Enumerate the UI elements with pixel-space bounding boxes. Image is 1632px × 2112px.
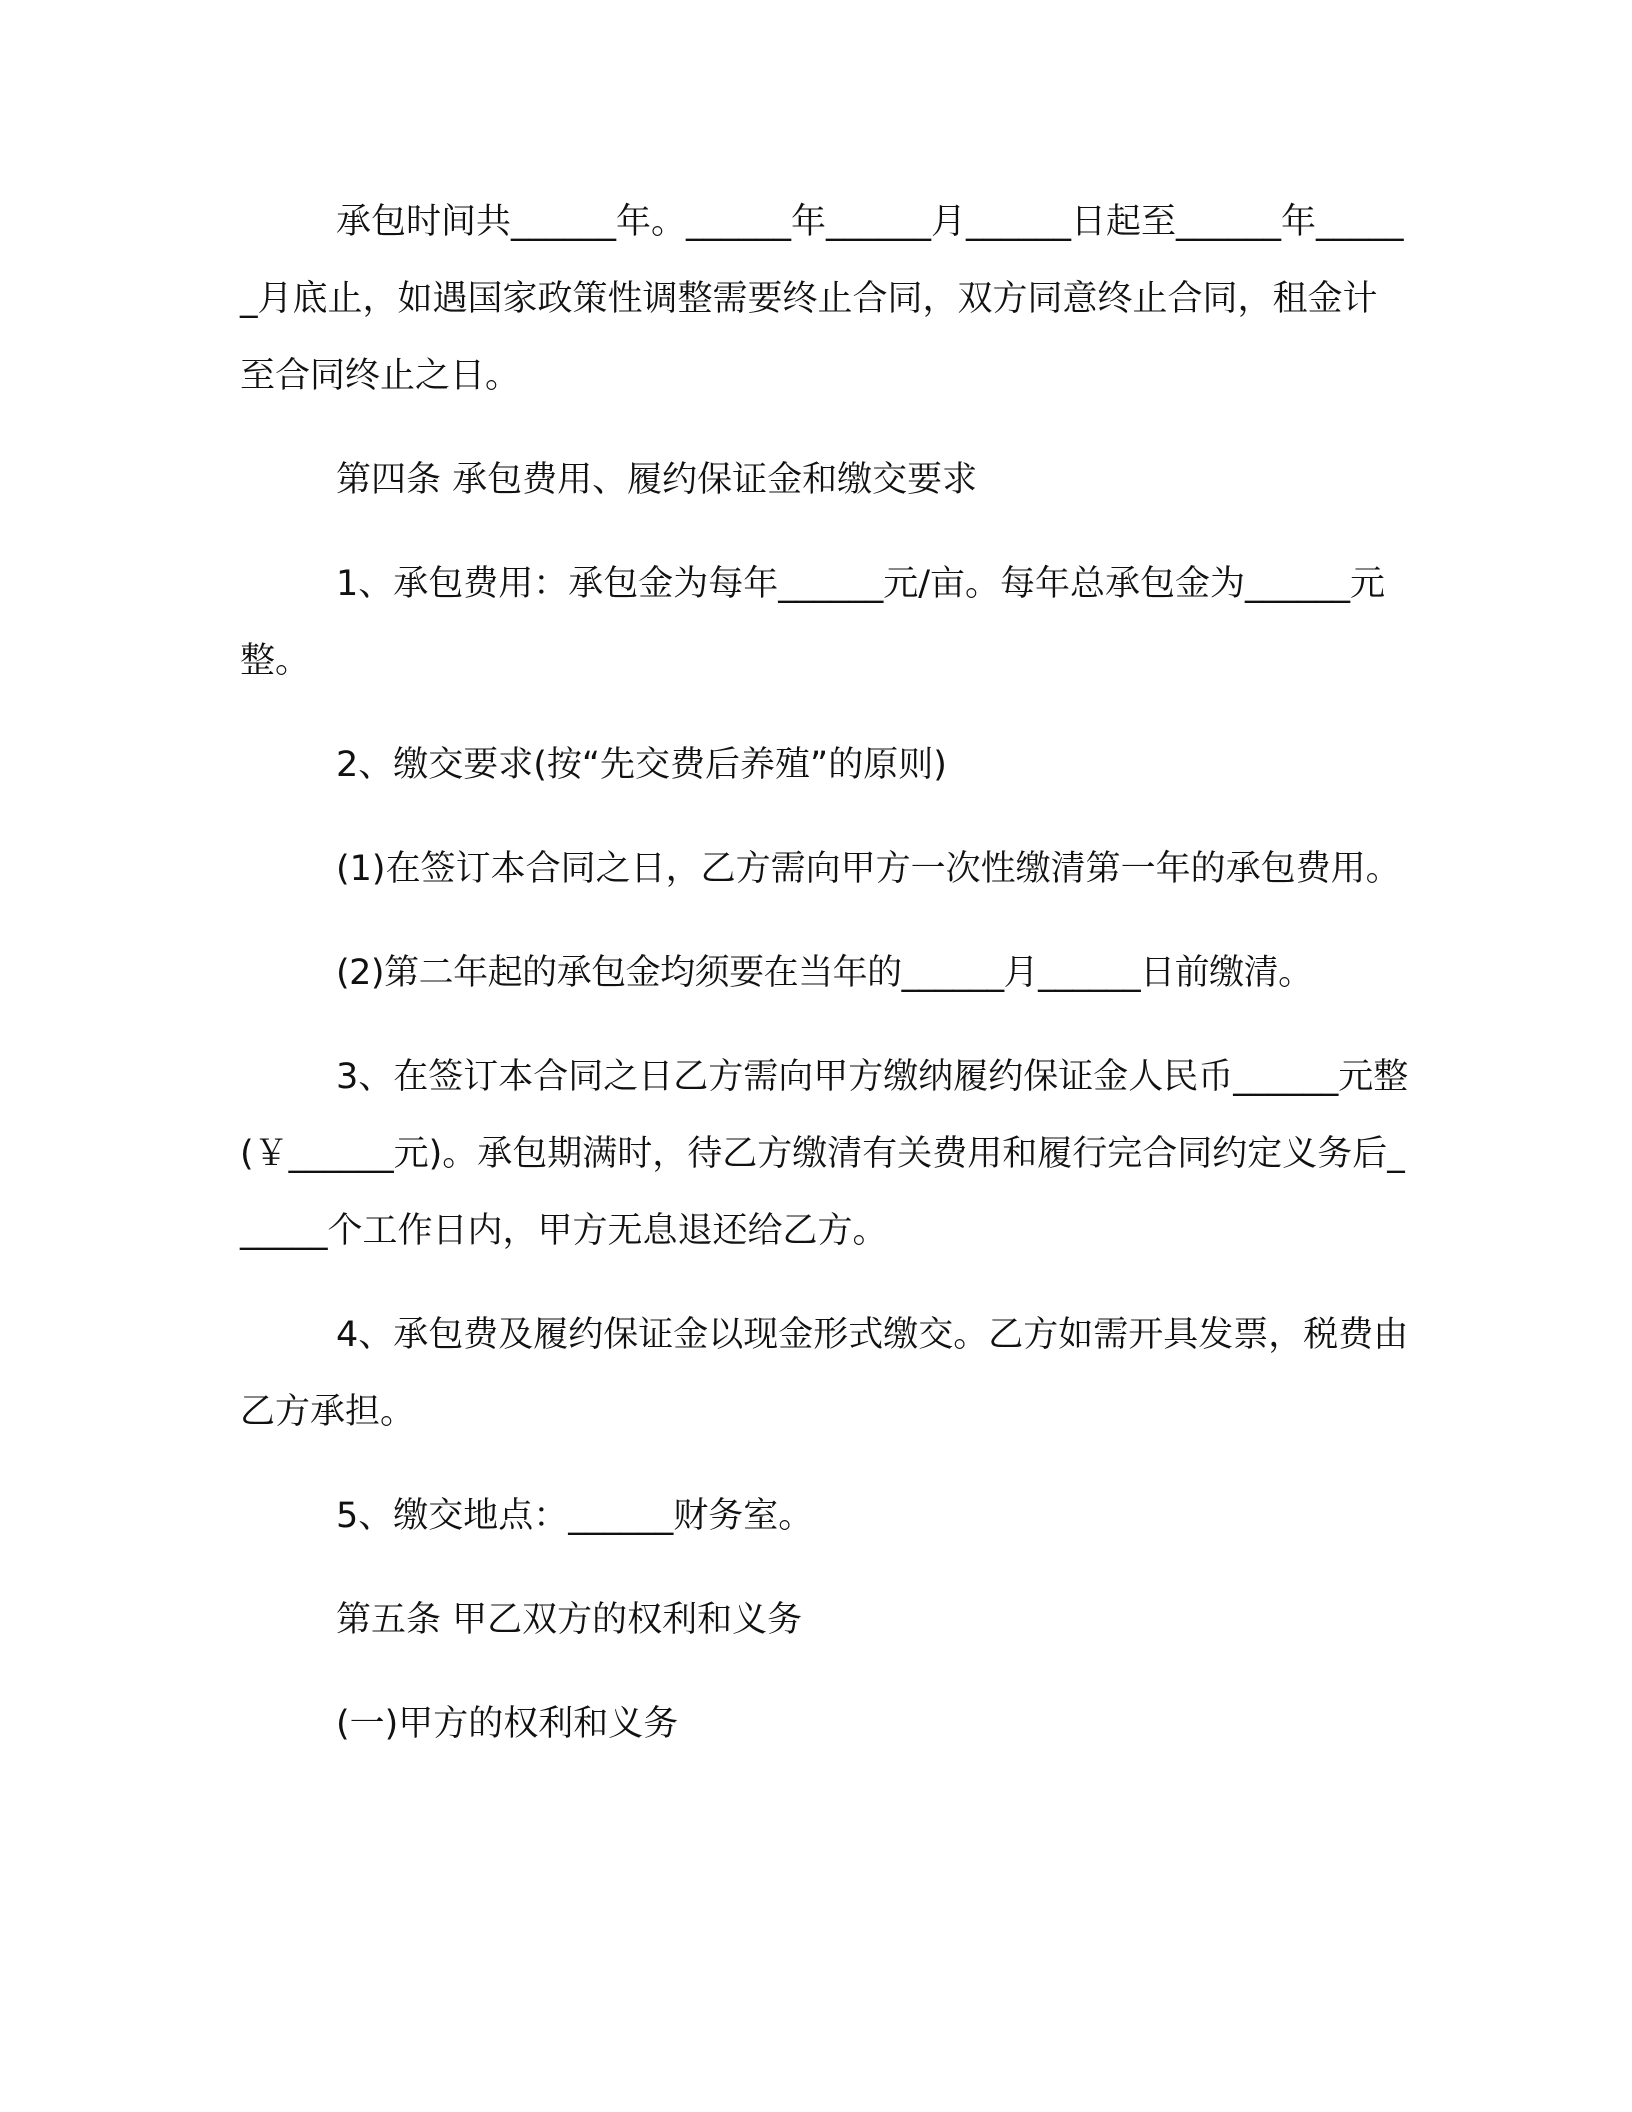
paragraph-performance-deposit: 3、在签订本合同之日乙方需向甲方缴纳履约保证金人民币______元整(￥______元)。承包期满时，待乙方缴清有关费用和履行完合同约定义务后______个工作日内，甲方无息退还给乙方。 (240, 1057, 1409, 1251)
document-body (240, 184, 1410, 1790)
paragraph-contract-term: 承包时间共______年。______年______月______日起至______年______月底止，如遇国家政策性调整需要终止合同，双方同意终止合同，租金计至合同终止之日。 (240, 202, 1404, 396)
paragraph-first-year-payment: (1)在签订本合同之日，乙方需向甲方一次性缴清第一年的承包费用。 (336, 849, 1401, 889)
heading-article-5: 第五条 甲乙双方的权利和义务 (336, 1600, 803, 1640)
heading-party-a-rights: (一)甲方的权利和义务 (336, 1704, 679, 1744)
paragraph-payment-requirements: 2、缴交要求(按“先交费后养殖”的原则) (336, 745, 947, 785)
paragraph-cash-payment: 4、承包费及履约保证金以现金形式缴交。乙方如需开具发票，税费由乙方承担。 (240, 1315, 1409, 1432)
heading-article-4: 第四条 承包费用、履约保证金和缴交要求 (336, 460, 978, 500)
paragraph-payment-location: 5、缴交地点：______财务室。 (336, 1496, 814, 1536)
paragraph-second-year-payment: (2)第二年起的承包金均须要在当年的______月______日前缴清。 (336, 953, 1313, 993)
paragraph-contract-fee: 1、承包费用：承包金为每年______元/亩。每年总承包金为______元整。 (240, 564, 1386, 681)
